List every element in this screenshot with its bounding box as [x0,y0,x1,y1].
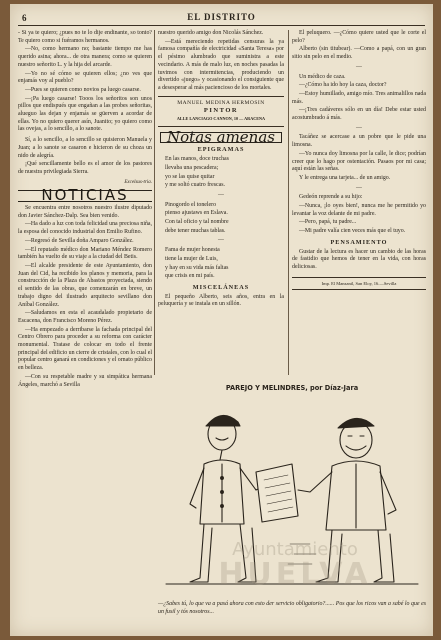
paragraph: —Mi padre valía cien veces más que el tuyo. [299,228,406,235]
news-item: —El reputado médico don Mariano Méndez Romero también ha vuelto de su viaje a la ciudad del Betis. [18,246,152,261]
news-item: —Con su respetable madre y su simpática hermana Ángeles, marchó a Sevilla [18,373,152,388]
paragraph: —Estoy humillado, amigo mío. Tres animalillos nada más. [292,90,426,105]
paragraph: El pequeño Alberto, seis años, entra en la peluquería y se instala en un sillón. [158,293,284,308]
paragraph: —¿Cómo ha ido hoy la caza, doctor? [299,82,387,89]
news-item: —Ha dado a luz con toda felicidad una preciosa niña, la esposa del conocido industrial don Emilio Rufino. [18,221,152,236]
paragraph: El peluquero. —¿Cómo quiere usted que le corte el pelo? [292,30,426,44]
author-signature: Excelsus-tria. [124,179,152,185]
separator-dash: — [218,191,224,198]
paragraph: Gedeón reprende a su hijo: [299,194,363,201]
paragraph: —Yo nunca doy limosna por la calle, le dice; podrían creer que lo hago por ostentación. Pasaos por mi casa; aquí están las señas. [292,150,426,173]
watermark-line-2: HUELVA [218,557,372,592]
separator-dash: — [218,237,224,244]
advert-role: PINTOR [203,107,239,115]
pensamiento-heading: PENSAMIENTO [330,238,388,246]
verse-line: llevaba una pescadera; [165,164,219,171]
page-header [10,4,433,26]
cartoon-title: PAREJO Y MELINDRES, por Díaz-Jara [225,384,359,392]
paragraph: Y le entrega una tarjeta... de un amigo. [299,174,391,181]
verse-line: En las manos, doce truchas [165,156,229,163]
paragraph: Sí, a lo sencillo, a lo sencillo se quisieron Manuela y Juan; a lo sanote se casaron e hicieron de su choza un nido de alegría. [18,137,152,159]
divider [158,126,284,127]
separator-dash: — [356,63,362,70]
news-item: —Regresó de Sevilla doña Amparo González. [25,237,134,244]
paragraph: —Nunca, ¡lo oyes bien!, nunca me he permitido yo levantar la voz delante de mi padre. [292,203,426,217]
verse-line: y me soltó cuatro frescas. [165,182,226,189]
paragraph: Un médico de caza. [299,73,346,80]
paragraph: —Pero, papá, tu padre... [299,219,357,226]
paragraph: —Pues se quieren como novios pa luego casarse. [25,86,141,93]
publication-title: EL DISTRITO [187,12,256,22]
header-rule [18,25,425,26]
verse-line: Pinogordo el tonelero [165,201,217,208]
verse-line: Fama de mujer honesta [165,247,220,254]
paragraph: nuestro querido amigo don Nicolás Sánchez. [158,30,264,36]
miscelaneas-heading: MISCELÁNEAS [192,283,250,291]
verse-line: que crisis en mi país. [165,273,215,280]
verse-line: debe tener muchas tablas. [165,227,226,234]
printer-imprint: Imp. El Manzanil, San Eloy, 16.—Sevilla [292,277,426,291]
paragraph: —Yo no sé cómo se quieren ellos; ¿no ves que enjamás voy al pueblo? [18,70,152,85]
watermark-line-1: Ayuntamiento [232,539,358,560]
news-item: —El alcalde presidente de este Ayuntamiento, don Juan del Cid, ha recibido los planos y memoria, para la construcción de la Plaza de Abastos proyectada, siendo el sentido de las obras, que comenzarán en breve, un trabajo digno del ilustrado arquitecto sevillano don Aníbal González. [18,262,152,308]
epigramas-heading: EPIGRAMAS [197,146,245,154]
news-item: —Saludamos en esta el acaudalado propietario de Escacena, don Francisco Moreno Pérez. [18,310,152,324]
paragraph: - Si ya te quiero; ¿pues no te lo dije endinante, so tonto? Te quiero como si fuéramos hermanos. [18,30,152,44]
cartoon-caption: —¿Sabes tú, lo que va a pasá ahora con esto der servicio obligatorio?...... Pos que los ricos van a sabé lo que es un fusil y tós nosotros... [158,601,426,615]
page-number: 6 [22,13,27,23]
separator-dash: — [356,184,362,191]
column-divider-2 [288,30,289,375]
verse-line: pienso ajustaws en Eslava. [165,210,228,217]
verse-line: tiene la mujer de Luis, [165,255,218,262]
paragraph: —Está mereciendo repetidas censuras la ya famosa compañía de electricidad «Santa Teresa» por el pésimo alumbrado que suministra a este vecindario. A más de malo luz, en noches pasadas la tuvimos con intermitencias, produciendo un divertido «juego» y ocasionando el consiguiente que a desesperar al más paciencioso de los mortales. [158,38,284,91]
verse-line: y hay en su vida más faltas [165,264,229,271]
paragraph: ¡Qué sencillamente bello es el amor de los pastores de nuestra privilegiada Sierra. [18,161,152,175]
newspaper-page [10,4,433,636]
divider [158,96,284,97]
paragraph: —¡Pa luego casarse! Tooos los señoritos son unos pillos que endispués que engañan a las probes señoritas, alueguo las dejan y enjamás se güerven a acordar de ellas. Yo no quiero querer asín, Juanito; yo quiero como las ovejas, a lo sencillo, a lo sanote. [18,95,152,133]
separator-dash: — [356,124,362,131]
column-2 [158,30,284,310]
paragraph: —No, como hermano no; bastante tiempo me has querido asina; ahora... de otra manera; como se quieren nuestro señorito L. y la hija del arcarde. [18,46,152,68]
paragraph: Gustar de la lectura es hacer un cambio de las horas de fastidio que hemos de tener en la vida, con horas deliciosas. [292,248,426,270]
column-1 [18,30,152,390]
news-item: —Ha empezado a derribarse la fachada principal del Centro Obrero para proceder a su reforma con carácter monumental. Tratase de colocar en todo el frente principal del edificio un cierre de cristales, con lo cual el popular centro ganará en condiciones y el ornato público en belleza. [18,326,152,372]
column-divider-1 [154,30,155,375]
paragraph: Alberto (sin titubear). —Como a papá, con un gran sitio sin pelo en el medio. [292,46,426,61]
column-3 [292,30,426,290]
news-item: Se encuentra entre nosotros nuestro ilustre diputado don Javier Sánchez-Dalp. Sea bien venido. [18,205,152,219]
paragraph: Tacáñez se acercase a un pobre que le pide una limosna. [292,134,426,149]
advert-name: MANUEL MEDINA HERMOSIN [177,99,265,106]
verse-line: Con tal oficio y tal nombre [165,219,229,226]
paragraph: —¡Tres cadáveres sólo en un día! Debe estar usted acostumbrado á más. [292,107,426,122]
noticias-heading: NOTICIAS [18,190,152,202]
notas-amenas-heading: Notas amenas [160,132,282,144]
verse-line: yo se las quise quitar [165,173,215,180]
advert-address: ALLE LANCIAGO CANNON, 10 — ARACENA [176,116,266,122]
